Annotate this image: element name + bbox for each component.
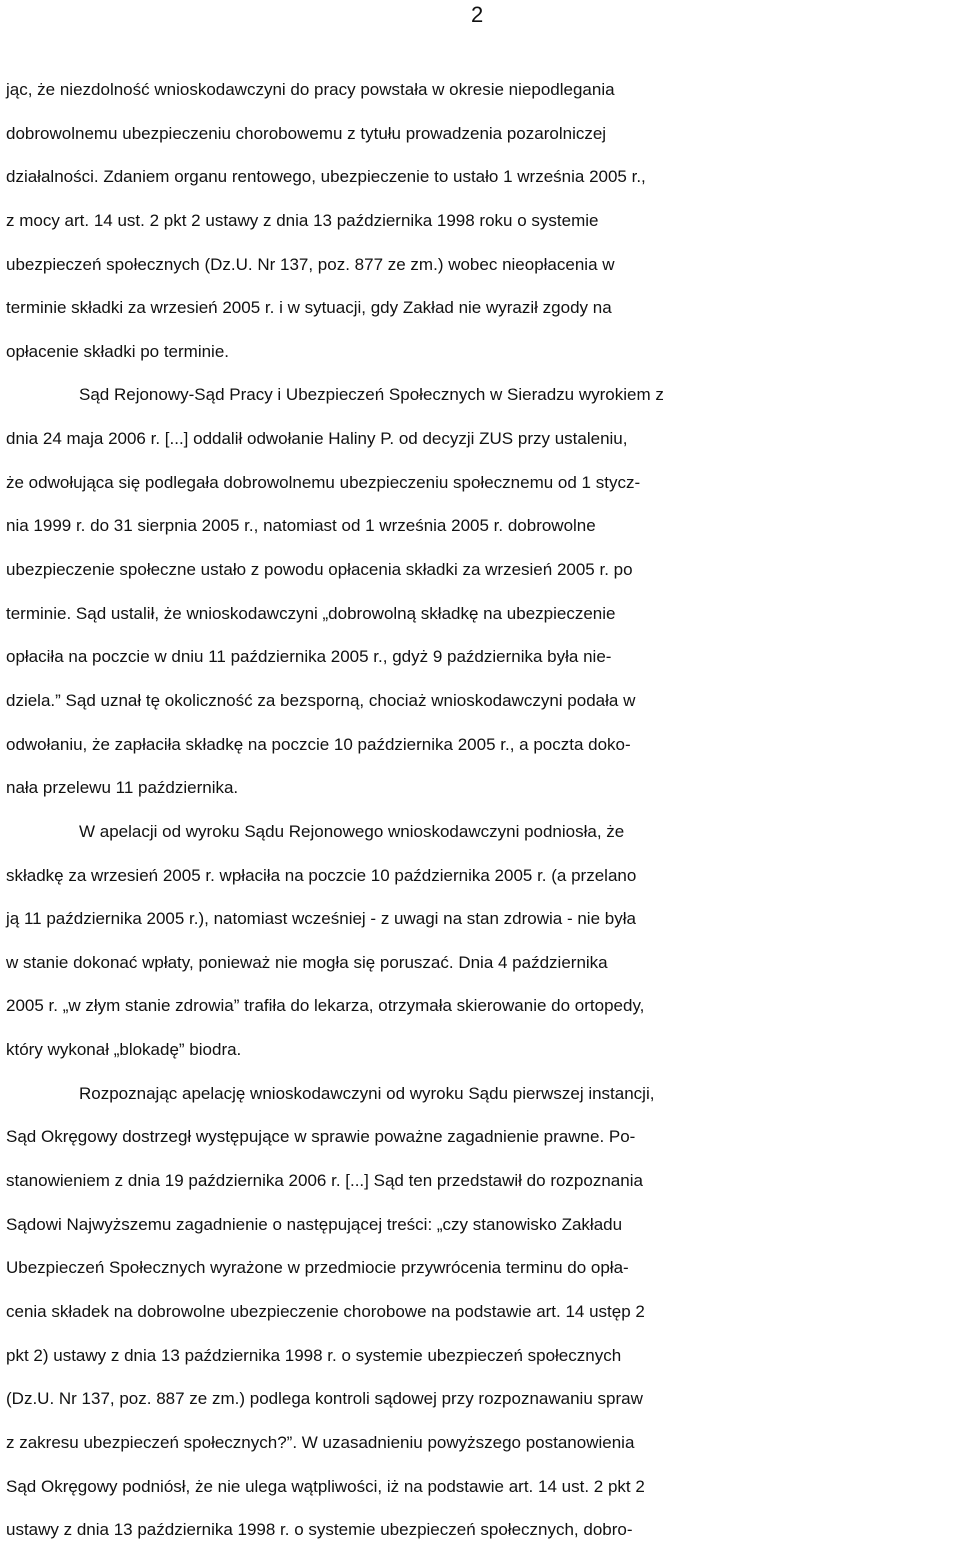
text-line: ubezpieczenie społeczne ustało z powodu opłacenia składki za wrzesień 2005 r. po: [6, 560, 633, 580]
text-line: w stanie dokonać wpłaty, ponieważ nie mogła się poruszać. Dnia 4 października: [6, 952, 608, 972]
text-line: ustawy z dnia 13 października 1998 r. o systemie ubezpieczeń społecznych, dobro-: [6, 1520, 633, 1540]
text-line: działalności. Zdaniem organu rentowego, ubezpieczenie to ustało 1 września 2005 r.,: [6, 167, 646, 187]
text-line: ją 11 października 2005 r.), natomiast wcześniej - z uwagi na stan zdrowia - nie była: [6, 909, 636, 929]
text-line: ubezpieczeń społecznych (Dz.U. Nr 137, poz. 877 ze zm.) wobec nieopłacenia w: [6, 254, 615, 274]
text-line: pkt 2) ustawy z dnia 13 października 1998 r. o systemie ubezpieczeń społecznych: [6, 1345, 622, 1365]
page-number: 2: [471, 2, 484, 27]
text-line: 2005 r. „w złym stanie zdrowia” trafiła do lekarza, otrzymała skierowanie do ortopedy,: [6, 996, 645, 1016]
text-line: terminie składki za wrzesień 2005 r. i w sytuacji, gdy Zakład nie wyraził zgody na: [6, 298, 612, 318]
text-line: opłacenie składki po terminie.: [6, 341, 230, 361]
text-line: jąc, że niezdolność wnioskodawczyni do pracy powstała w okresie niepodlegania: [6, 80, 615, 99]
text-line: z zakresu ubezpieczeń społecznych?”. W uzasadnieniu powyższego postanowienia: [6, 1432, 635, 1452]
text-line: Sąd Okręgowy podniósł, że nie ulega wątpliwości, iż na podstawie art. 14 ust. 2 pkt 2: [6, 1476, 645, 1496]
text-line: Rozpoznając apelację wnioskodawczyni od wyroku Sądu pierwszej instancji,: [79, 1083, 655, 1103]
text-line: terminie. Sąd ustalił, że wnioskodawczyni „dobrowolną składkę na ubezpieczenie: [6, 603, 616, 623]
text-line: cenia składek na dobrowolne ubezpieczenie chorobowe na podstawie art. 14 ustęp 2: [6, 1301, 645, 1321]
text-line: że odwołująca się podlegała dobrowolnemu ubezpieczeniu społecznemu od 1 stycz-: [6, 472, 641, 492]
text-line: Ubezpieczeń Społecznych wyrażone w przedmiocie przywrócenia terminu do opła-: [6, 1258, 629, 1278]
text-line: składkę za wrzesień 2005 r. wpłaciła na poczcie 10 października 2005 r. (a przelano: [6, 865, 637, 885]
document-body: [6, 68, 960, 1552]
text-line: Sądowi Najwyższemu zagadnienie o następującej treści: „czy stanowisko Zakładu: [6, 1214, 623, 1234]
text-line: dnia 24 maja 2006 r. [...] oddalił odwołanie Haliny P. od decyzji ZUS przy ustaleniu,: [6, 429, 628, 449]
text-line: Sąd Rejonowy-Sąd Pracy i Ubezpieczeń Społecznych w Sieradzu wyrokiem z: [79, 385, 664, 405]
text-line: Sąd Okręgowy dostrzegł występujące w sprawie poważne zagadnienie prawne. Po-: [6, 1127, 636, 1147]
text-line: nała przelewu 11 października.: [6, 778, 239, 798]
text-line: dobrowolnemu ubezpieczeniu chorobowemu z tytułu prowadzenia pozarolniczej: [6, 123, 607, 143]
text-line: stanowieniem z dnia 19 października 2006 r. [...] Sąd ten przedstawił do rozpoznania: [6, 1171, 643, 1191]
text-line: z mocy art. 14 ust. 2 pkt 2 ustawy z dnia 13 października 1998 roku o systemie: [6, 210, 599, 230]
text-line: nia 1999 r. do 31 sierpnia 2005 r., natomiast od 1 września 2005 r. dobrowolne: [6, 516, 596, 536]
text-line: który wykonał „blokadę” biodra.: [6, 1040, 242, 1060]
text-line: opłaciła na poczcie w dniu 11 października 2005 r., gdyż 9 października była nie-: [6, 647, 612, 667]
text-line: (Dz.U. Nr 137, poz. 887 ze zm.) podlega kontroli sądowej przy rozpoznawaniu spraw: [6, 1389, 643, 1409]
text-line: W apelacji od wyroku Sądu Rejonowego wnioskodawczyni podniosła, że: [79, 821, 625, 841]
text-line: dziela.” Sąd uznał tę okoliczność za bezsporną, chociaż wnioskodawczyni podała w: [6, 690, 636, 710]
text-line: odwołaniu, że zapłaciła składkę na poczcie 10 października 2005 r., a poczta doko-: [6, 734, 631, 754]
